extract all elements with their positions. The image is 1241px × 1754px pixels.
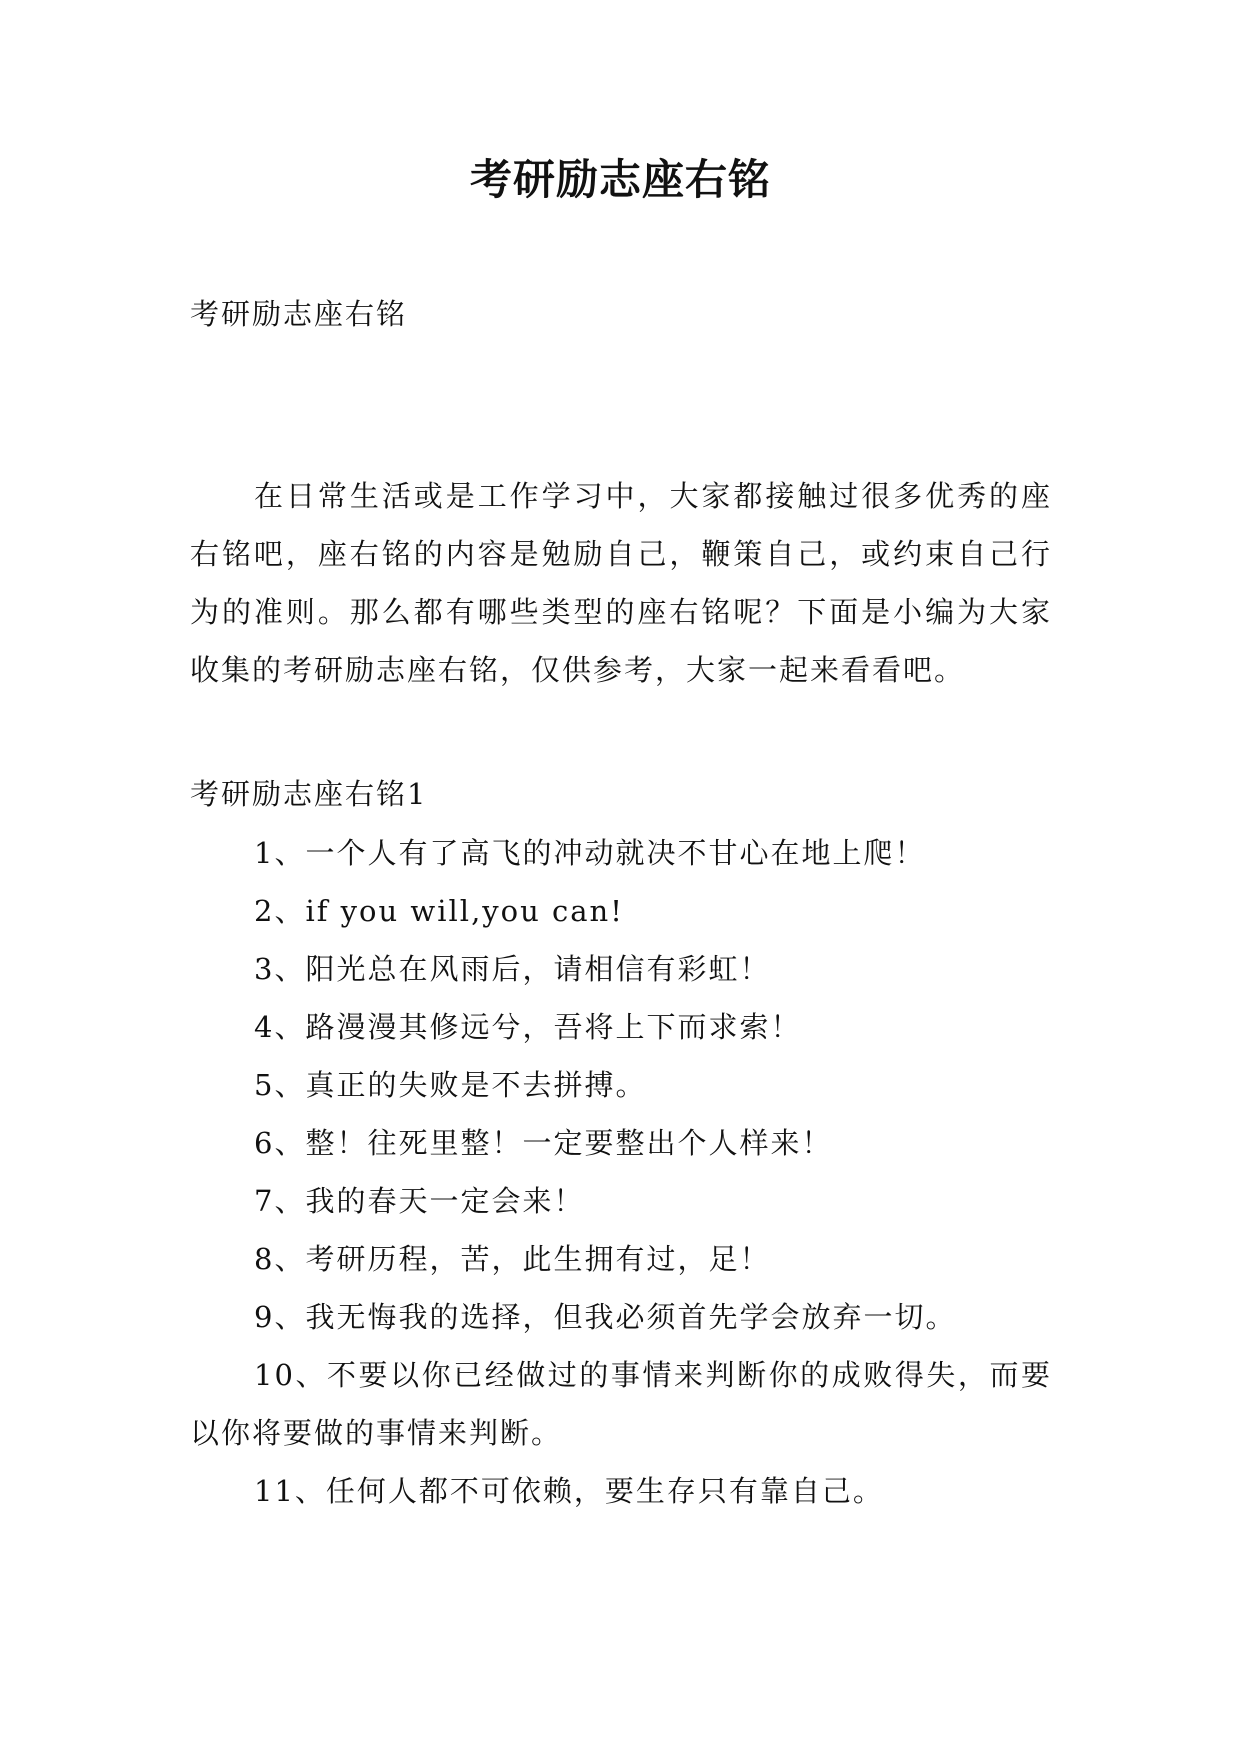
intro-paragraph: 在日常生活或是工作学习中，大家都接触过很多优秀的座右铭吧，座右铭的内容是勉励自己，鞭策自己，或约束自己行为的准则。那么都有哪些类型的座右铭呢？下面是小编为大家收集的考研励志座右铭，仅供参考，大家一起来看看吧。 (190, 479, 1052, 687)
document-subtitle: 考研励志座右铭 (190, 297, 408, 331)
motto-item: 2、if you will,you can! (254, 894, 624, 928)
motto-item: 7、我的春天一定会来！ (254, 1184, 585, 1218)
section-heading: 考研励志座右铭1 (190, 777, 428, 811)
motto-item: 10、不要以你已经做过的事情来判断你的成败得失，而要以你将要做的事情来判断。 (190, 1358, 1052, 1450)
motto-item: 5、真正的失败是不去拼搏。 (254, 1068, 647, 1102)
motto-item: 3、阳光总在风雨后，请相信有彩虹！ (254, 952, 771, 986)
document-body (190, 292, 1052, 1520)
motto-item: 11、任何人都不可依赖，要生存只有靠自己。 (254, 1474, 884, 1508)
motto-list (190, 824, 1052, 1520)
motto-item: 8、考研历程，苦，此生拥有过，足！ (254, 1242, 771, 1276)
motto-item: 1、一个人有了高飞的冲动就决不甘心在地上爬！ (254, 836, 926, 870)
document-title: 考研励志座右铭 (469, 155, 771, 204)
motto-item: 9、我无悔我的选择，但我必须首先学会放弃一切。 (254, 1300, 957, 1334)
motto-item: 4、路漫漫其修远兮，吾将上下而求索！ (254, 1010, 802, 1044)
motto-item: 6、整！往死里整！一定要整出个人样来！ (254, 1126, 833, 1160)
